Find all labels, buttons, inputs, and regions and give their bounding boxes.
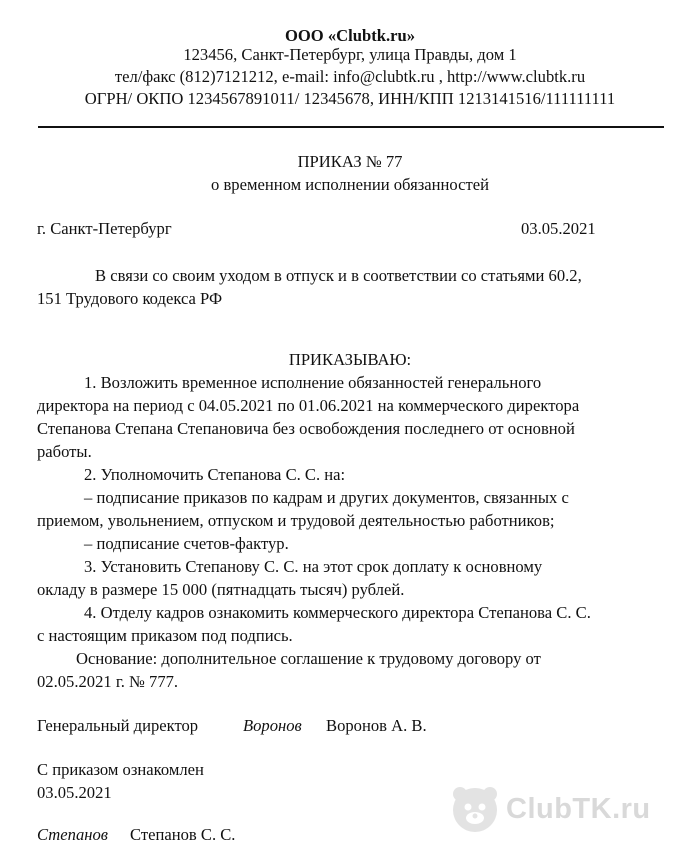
body-line: 4. Отделу кадров ознакомить коммерческого директора Степанова С. С. [84,603,591,622]
body-line: – подписание счетов-фактур. [84,534,289,553]
director-signature: Воронов [243,716,302,735]
body-line: с настоящим приказом под подпись. [37,626,293,645]
basis-line: Основание: дополнительное соглашение к трудовому договору от [76,649,541,668]
org-contacts: тел/факс (812)7121212, e-mail: info@clubtk.ru , http://www.clubtk.ru [114,67,586,86]
director-position: Генеральный директор [37,716,199,735]
order-subtitle: о временном исполнении обязанностей [211,175,489,194]
preamble-line: 151 Трудового кодекса РФ [37,289,223,308]
body-line: Степанова Степана Степановича без освобождения последнего от основной [37,419,575,438]
order-city: г. Санкт-Петербург [37,219,172,238]
watermark-logo-icon [448,783,502,835]
org-requisites: ОГРН/ ОКПО 1234567891011/ 12345678, ИНН/КПП 1213141516/111111111 [84,89,616,108]
acknowledgement-label: С приказом ознакомлен [37,760,204,779]
org-name: ООО «Clubtk.ru» [284,26,415,45]
watermark-text: ClubTK.ru [506,792,651,825]
order-title: ПРИКАЗ № 77 [297,152,403,171]
header-divider [38,126,664,128]
org-address: 123456, Санкт-Петербург, улица Правды, дом 1 [183,45,517,64]
watermark [448,781,698,837]
body-line: работы. [37,442,92,461]
employee-name: Степанов С. С. [130,825,236,844]
body-line: – подписание приказов по кадрам и других документов, связанных с [84,488,569,507]
acknowledgement-date: 03.05.2021 [37,783,112,802]
body-line: 2. Уполномочить Степанова С. С. на: [84,465,346,484]
body-line: приемом, увольнением, отпуском и трудовой деятельностью работников; [37,511,555,530]
preamble-line: В связи со своим уходом в отпуск и в соответствии со статьями 60.2, [95,266,582,285]
basis-line: 02.05.2021 г. № 777. [37,672,179,691]
body-line: окладу в размере 15 000 (пятнадцать тысяч) рублей. [37,580,405,599]
director-name: Воронов А. В. [326,716,427,735]
employee-signature: Степанов [37,825,108,844]
decree-heading: ПРИКАЗЫВАЮ: [288,350,412,369]
body-line: 3. Установить Степанову С. С. на этот срок доплату к основному [84,557,543,576]
order-date: 03.05.2021 [521,219,596,238]
body-line: директора на период с 04.05.2021 по 01.06.2021 на коммерческого директора [37,396,580,415]
body-line: 1. Возложить временное исполнение обязанностей генерального [84,373,542,392]
